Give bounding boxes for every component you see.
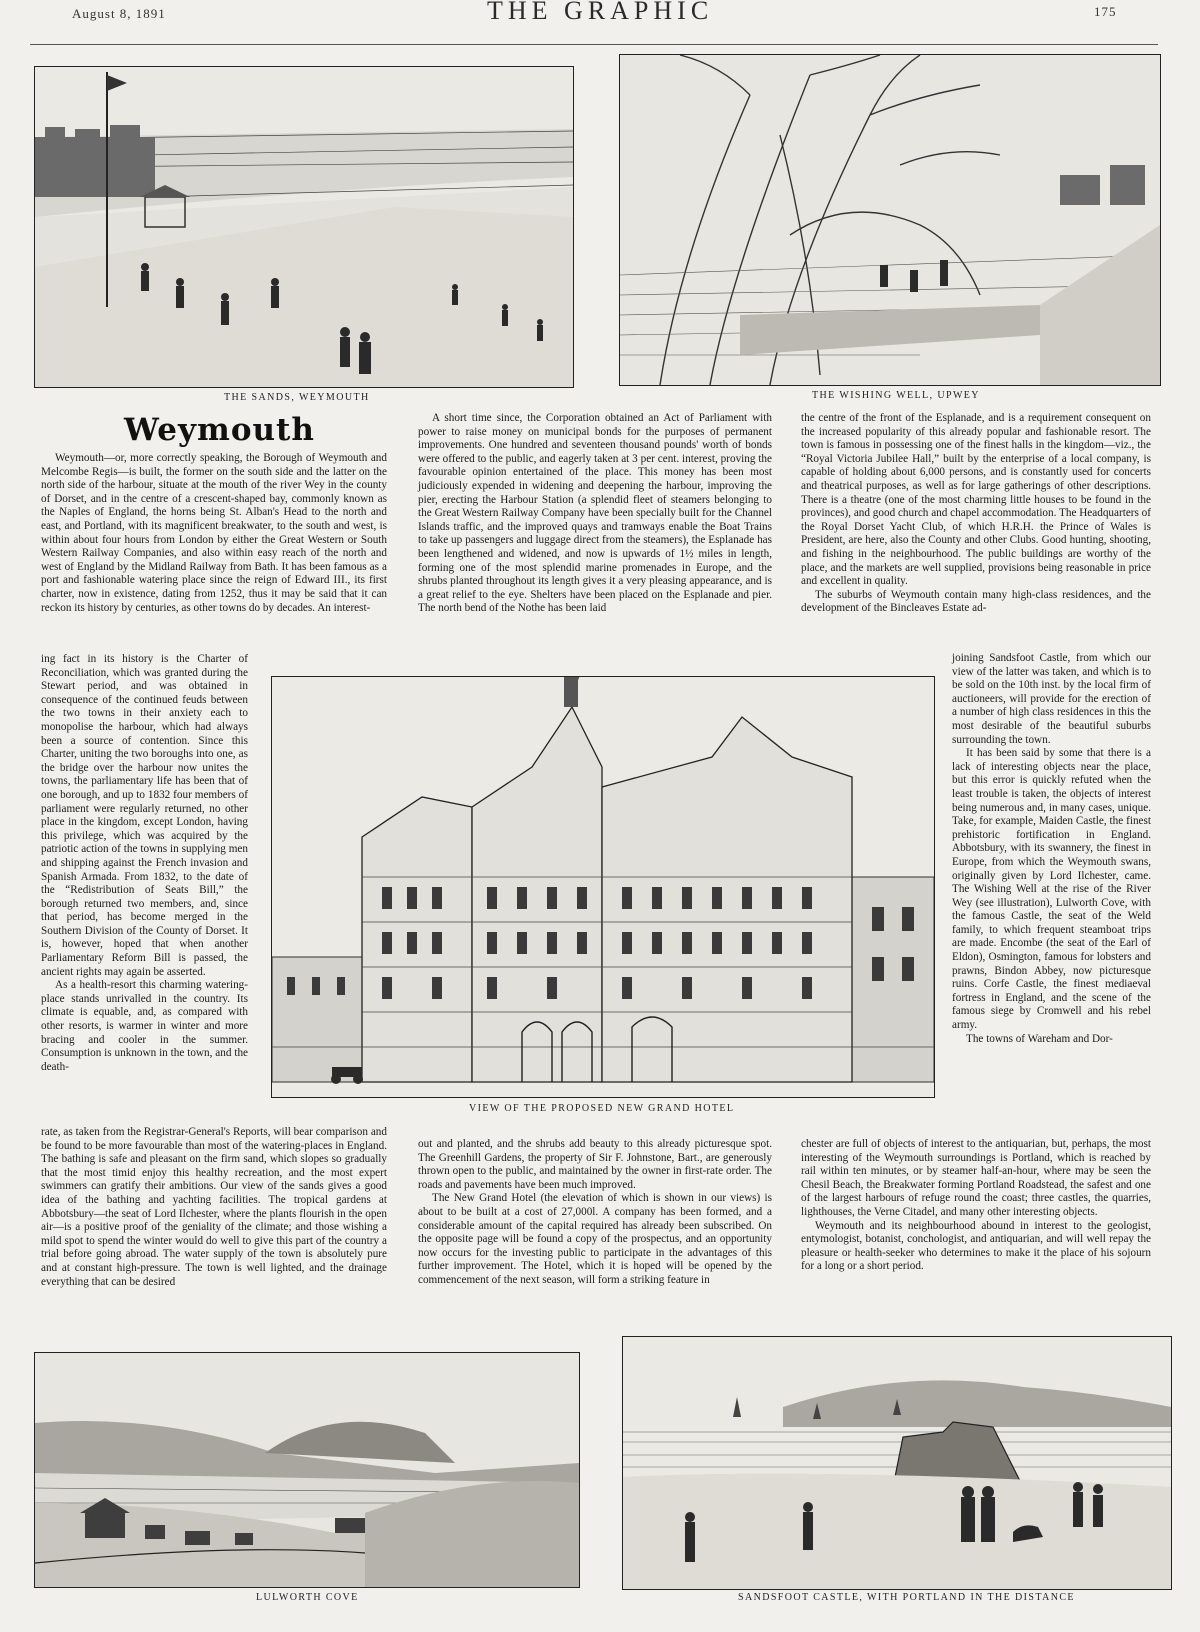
page-number: 175 bbox=[1094, 4, 1117, 19]
engraving-lulworth-cove bbox=[34, 1352, 580, 1588]
caption-sandsfoot: SANDSFOOT CASTLE, WITH PORTLAND IN THE DISTANCE bbox=[738, 1592, 1075, 1603]
col1-bottom bbox=[41, 1126, 387, 1289]
engraving-grand-hotel bbox=[271, 676, 935, 1098]
paragraph: The towns of Wareham and Dor- bbox=[966, 1032, 1113, 1045]
paragraph: As a health-resort this charming watering-place stands unrivalled in the country. Its climate is equable, and, as compared with other resorts, is warmer in winter and more bracing and cooler in the summer. Consumption is unknown in the town, and the death- bbox=[41, 979, 248, 1073]
masthead: THE GRAPHIC bbox=[487, 0, 714, 25]
engraving-sandsfoot-castle bbox=[622, 1336, 1172, 1590]
engraving-wishing-well bbox=[619, 54, 1161, 386]
paragraph: chester are full of objects of interest to the antiquarian, but, perhaps, the most interesting of the Weymouth surroundings is Portland, which is reached by rail within ten minutes, or by steamer half-an-hour, where may be seen the Chesil Beach, the Breakwater forming Portland Roadstead, the safest and one of the largest harbours of refuge round the coast; three castles, the quarries, lighthouses, the Verne Citadel, and many other interesting objects. bbox=[801, 1138, 1151, 1218]
paragraph: ing fact in its history is the Charter of Reconciliation, which was granted during the Stewart period, and was obtained in consequence of the continued feuds between the two towns in their anxiety each to monopolise the harbour, which had always been a source of contention. Since this Charter, uniting the two boroughs into one, as the bridge over the harbour now unites the towns, the parliamentary life has been that of one borough, and up to 1832 four members of parliament were regularly returned, no other place in the kingdom, except London, having this privilege, which was acquired by the patriotic action of the towns in supplying men and shipping against the French invasion and Spanish Armada. From 1832, to the date of the “Redistribution of Seats Bill,” the borough returned two members, and, since that period, has become merged in the Southern Division of the County of Dorset. It is, however, hoped that when another Parliamentary Reform Bill is passed, the ancient rights may again be asserted. bbox=[41, 653, 248, 978]
paragraph: The suburbs of Weymouth contain many high-class residences, and the development of the Bincleaves Estate ad- bbox=[801, 588, 1151, 615]
engraving-sands bbox=[34, 66, 574, 388]
paragraph: It has been said by some that there is a lack of interesting objects near the place, but this error is quickly refuted when the least trouble is taken, the objects of interest being numerous and, in many cases, unique. Take, for example, Maiden Castle, the finest prehistoric fortification in England. Abbotsbury, with its swannery, the finest in Europe, from which the Weymouth swans, originally given by Lord Ilchester, came. The Wishing Well at the rise of the River Wey (see illustration), Lulworth Cove, with the famous Castle, the seat of the Weld family, to which frequent steamboat trips are made. Encombe (the seat of the Earl of Eldon), Osmington, famous for lobsters and prawns, Bindon Abbey, now picturesque ruins. Corfe Castle, the finest mediaeval fortress in England, and the scene of the famous siege by Cromwell and his rebel army. bbox=[952, 747, 1151, 1032]
col1-top bbox=[41, 452, 387, 615]
caption-hotel: VIEW OF THE PROPOSED NEW GRAND HOTEL bbox=[469, 1103, 735, 1114]
issue-date: August 8, 1891 bbox=[72, 6, 166, 21]
col1-narrow bbox=[41, 653, 248, 1074]
paragraph: Weymouth—or, more correctly speaking, the Borough of Weymouth and Melcombe Regis—is built, the former on the south side and the latter on the north side of the harbour, situate at the mouth of the river Wey in the county of Dorset, and in the centre of a crescent-shaped bay, commonly known as the Naples of England, the horns being St. Alban's Head to the north and east, and Portland, with its magnificent breakwater, to the south and west, is within about four hours from London by either the Great Western or South Western Railway Companies, and also within easy reach of the north and west of England by the Midland Railway from Bath. It has been famous as a port and fashionable watering place since the reign of Edward III., its first charter, now in existence, dating from 1252, thus it may be said that it can reckon its history by centuries, as other towns do by decades. An interest- bbox=[41, 452, 387, 614]
paragraph: joining Sandsfoot Castle, from which our view of the latter was taken, and which is to be sold on the 10th inst. by the local firm of auctioneers, will provide for the erection of a number of high class residences in this the most desirable of the beautiful suburbs surrounding the town. bbox=[952, 652, 1151, 746]
col3-top bbox=[801, 412, 1151, 616]
paragraph: out and planted, and the shrubs add beauty to this already picturesque spot. The Greenhill Gardens, the property of Sir F. Johnstone, Bart., are generously thrown open to the public, and maintained by the owner in first-rate order. The roads and pavements have been much improved. bbox=[418, 1138, 772, 1191]
col3-bottom bbox=[801, 1138, 1151, 1274]
caption-lulworth: LULWORTH COVE bbox=[256, 1592, 359, 1603]
paragraph: Weymouth and its neighbourhood abound in interest to the geologist, entymologist, botanist, conchologist, and antiquarian, and will well repay the pleasure or health-seeker who determines to make it the place of his sojourn for a long or a short period. bbox=[801, 1219, 1151, 1273]
caption-sands: THE SANDS, WEYMOUTH bbox=[224, 392, 370, 403]
header-rule bbox=[30, 44, 1158, 45]
col3-narrow bbox=[952, 652, 1151, 1046]
article-title: Weymouth bbox=[124, 412, 315, 448]
col2-bottom bbox=[418, 1138, 772, 1288]
col2-top bbox=[418, 412, 772, 616]
paragraph: A short time since, the Corporation obtained an Act of Parliament with power to raise money on municipal bonds for the purposes of permanent improvements. One hundred and seventeen thousand pounds' worth of bonds were offered to the public, and eagerly taken at 3 per cent. interest, proving the favourable opinion entertained of the place. This money has been most judiciously expended in widening and deepening the harbour, improving the pier, erecting the Harbour Station (a splendid fleet of steamers belonging to the Great Western Railway Company have been specially built for the Channel Islands traffic, and the improved quays and tramways enable the Boat Trains to take up passengers and luggage direct from the steamers), the Esplanade has been lengthened and widened, and now is upwards of 1½ miles in length, forming one of the most splendid marine promenades in Europe, and the shrubs planted throughout its length gives it a very pleasing appearance, and is a great relief to the eye. Shelters have been placed on the Esplanade and pier. The north bend of the Nothe has been laid bbox=[418, 412, 772, 615]
paragraph: rate, as taken from the Registrar-General's Reports, will bear comparison and be found to be more favourable than most of the watering-places in England. The bathing is safe and pleasant on the firm sand, which slopes so gradually that the most timid enjoy this healthy recreation, and the most expert swimmers can gratify their ambitions. Our view of the sands gives a good idea of the bathing and yachting facilities. The tropical gardens at Abbotsbury—the seat of Lord Ilchester, where the plants flourish in the open air—is a positive proof of the geniality of the climate; and those wishing a mild spot to spend the winter would do well to give this part of the country a trial before going abroad. The water supply of the town is absolutely pure and at constant high-pressure. The town is well lighted, and the drainage everything that can be desired bbox=[41, 1126, 387, 1288]
caption-wishing-well: THE WISHING WELL, UPWEY bbox=[812, 390, 980, 401]
paragraph: the centre of the front of the Esplanade, and is a requirement consequent on the increased popularity of this already popular and fashionable resort. The town is famous in possessing one of the finest halls in the kingdom—viz., the “Royal Victoria Jubilee Hall,” built by the enterprise of a local company, is capable of holding about 6,000 persons, and is constantly used for concerts and theatrical purposes, as well as for large gatherings of other descriptions. There is a theatre (one of the most charming little houses to be found in the provinces), and good church and chapel accommodation. The Headquarters of the Royal Dorset Yacht Club, of which H.R.H. the Prince of Wales is President, are here, also the County and other Clubs. Good hunting, shooting, and fishing in the neighbourhood. The public buildings are worthy of the place, and the markets are well supplied, provisions being reasonable in price and excellent in quality. bbox=[801, 412, 1151, 588]
paragraph: The New Grand Hotel (the elevation of which is shown in our views) is about to be built at a cost of 27,000l. A company has been formed, and a considerable amount of the capital required has already been subscribed. On the opposite page will be found a copy of the prospectus, and an opportunity now occurs for the investing public to participate in the advantages of this further improvement. The Hotel, which it is hoped will be opened by the commencement of the next season, will form a striking feature in bbox=[418, 1192, 772, 1286]
